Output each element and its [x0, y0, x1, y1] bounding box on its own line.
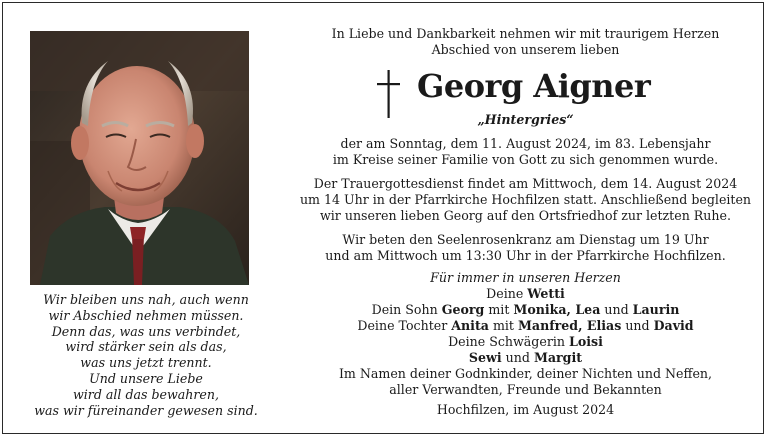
intro [293, 26, 758, 58]
rosary-line: und am Mittwoch um 13:30 Uhr in der Pfarrkirche Hochfilzen. [325, 248, 726, 263]
family-sisters [293, 350, 758, 366]
service-line: um 14 Uhr in der Pfarrkirche Hochfilzen statt. Anschließend begleiten [299, 192, 752, 207]
poem-line: Denn das, was uns verbindet, [51, 323, 241, 339]
poem-line: was wir füreinander gewesen sind. [34, 402, 258, 418]
family-wife [293, 286, 758, 302]
family-son [293, 302, 758, 318]
wife-name: Wetti [527, 286, 565, 301]
sister-name: Margit [533, 350, 583, 365]
family-relatives: aller Verwandten, Freunde und Bekannten [389, 382, 662, 397]
portrait-photo [30, 31, 249, 285]
label: und [600, 302, 633, 317]
service-line: Der Trauergottesdienst findet am Mittwoch, dem 14. August 2024 [313, 176, 738, 191]
label: und [501, 350, 534, 365]
son-family-names: Monika, Lea [513, 302, 601, 317]
poem [21, 292, 271, 418]
poem-line: wird stärker sein als das, [65, 339, 227, 355]
intro-line: Abschied von unserem lieben [431, 42, 620, 57]
poem-line: Und unsere Liebe [89, 370, 203, 386]
son-name: Georg [441, 302, 485, 317]
notice-text [293, 26, 758, 418]
place-date: Hochfilzen, im August 2024 [436, 402, 615, 417]
label: mit [488, 318, 518, 333]
rosary-line: Wir beten den Seelenrosenkranz am Dienstag um 19 Uhr [342, 232, 709, 247]
death-notice-line: der am Sonntag, dem 11. August 2024, im 83. Lebensjahr [340, 136, 711, 151]
death-notice [293, 136, 758, 168]
daughter-child-name: David [653, 318, 694, 333]
service-info [293, 176, 758, 224]
nickname: „Hintergries“ [477, 112, 574, 127]
latin-cross-icon [375, 70, 403, 118]
service-line: wir unseren lieben Georg auf den Ortsfriedhof zur letzten Ruhe. [320, 208, 731, 223]
family-godchildren: Im Namen deiner Godnkinder, deiner Nichten und Neffen, [338, 366, 713, 381]
daughter-family-names: Manfred, Elias [517, 318, 622, 333]
label: Deine [486, 286, 528, 301]
family-daughter [293, 318, 758, 334]
deceased-name: Georg Aigner [417, 67, 651, 105]
label: Deine Schwägerin [448, 334, 569, 349]
poem-line: was uns jetzt trennt. [80, 355, 212, 371]
poem-line: wird all das bewahren, [73, 386, 219, 402]
sister-name: Sewi [468, 350, 502, 365]
daughter-name: Anita [451, 318, 489, 333]
family-sister-in-law [293, 334, 758, 350]
poem-line: wir Abschied nehmen müssen. [48, 307, 244, 323]
intro-line: In Liebe und Dankbarkeit nehmen wir mit traurigem Herzen [331, 26, 720, 41]
death-notice-line: im Kreise seiner Familie von Gott zu sich genommen wurde. [332, 152, 719, 167]
poem-line: Wir bleiben uns nah, auch wenn [43, 292, 249, 307]
label: mit [484, 302, 514, 317]
label: Deine Tochter [357, 318, 452, 333]
sister-name: Loisi [568, 334, 603, 349]
label: Dein Sohn [371, 302, 442, 317]
label: und [621, 318, 654, 333]
obituary-card [2, 2, 764, 434]
rosary-info [293, 232, 758, 264]
name-row [293, 66, 758, 108]
family-list [293, 270, 758, 398]
son-child-name: Laurin [632, 302, 680, 317]
family-heading: Für immer in unseren Herzen [430, 270, 621, 285]
